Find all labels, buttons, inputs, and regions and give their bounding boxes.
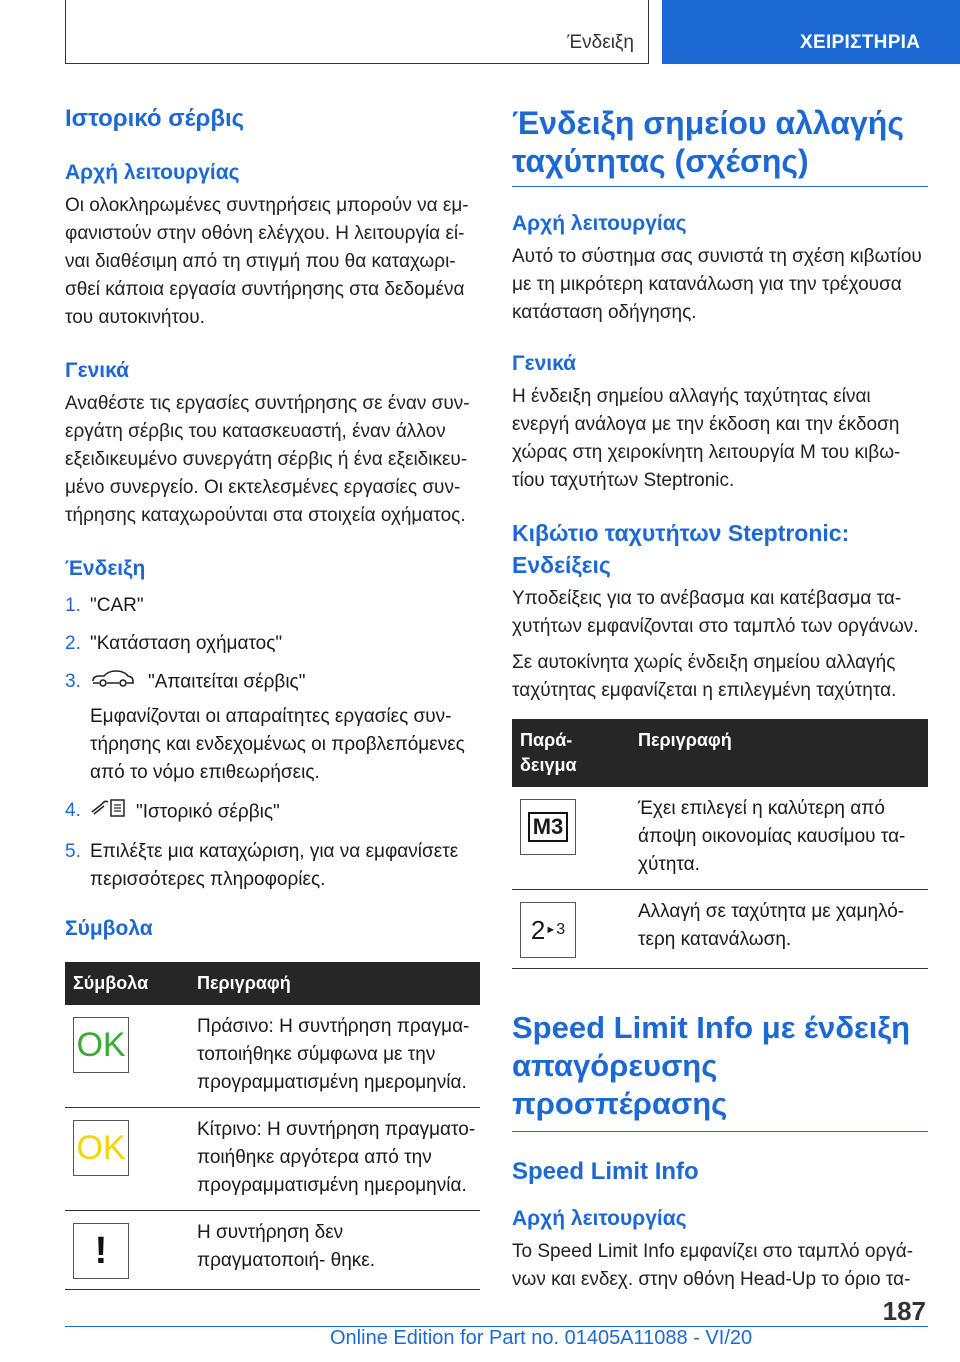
table-cell: Η συντήρηση δεν πραγματοποιή‐ θηκε. bbox=[189, 1211, 480, 1290]
gear-m3-icon: M3 bbox=[520, 799, 576, 855]
table-cell: Αλλαγή σε ταχύτητα με χαμηλό‐ τερη κατανάλωση. bbox=[630, 890, 928, 969]
right-s3-text1: Υποδείξεις για το ανέβασμα και κατέβασμα τα‐ χυτήτων εμφανίζονται στο ταμπλό των οργάνων. bbox=[512, 588, 919, 637]
right-s1-text: Αυτό το σύστημα σας συνιστά τη σχέση κιβωτίου με τη μικρότερη κατανάλωση για την τρέχουσα κατάσταση οδήγησης. bbox=[512, 246, 922, 323]
list-item bbox=[65, 668, 480, 787]
step-subtext: Εμφανίζονται οι απαραίτητες εργασίες συν‐ τήρησης και ενδεχομένως οι προβλεπόμενες από το νόμο επιθεωρήσεις. bbox=[90, 706, 465, 783]
right-s2-heading: Γενικά bbox=[512, 352, 577, 375]
left-s2-text: Αναθέστε τις εργασίες συντήρησης σε έναν συν‐ εργάτη σέρβις του κατασκευαστή, έναν άλλον εξειδικευμένο συνεργάτη σέρβις ή ένα εξειδικευ‐ μένο συνεργείο. Οι εκτελεσμένες εργασίες συν‐ τήρησης καταχωρούνται στα στοιχεία οχήματος. bbox=[65, 393, 470, 526]
ok-green-icon: OK bbox=[73, 1017, 129, 1073]
left-title: Ιστορικό σέρβις bbox=[65, 105, 245, 132]
table-row bbox=[65, 1211, 480, 1290]
right-s5-text: Το Speed Limit Info εμφανίζει στο ταμπλό οργά‐ νων και ενδεχ. στην οθόνη Head-Up το όριο τα‐ bbox=[512, 1241, 914, 1290]
title2-rule bbox=[512, 1131, 928, 1132]
table-cell: Έχει επιλεγεί η καλύτερη από άποψη οικονομίας καυσίμου τα‐ χύτητα. bbox=[630, 787, 928, 890]
step-number: 2. bbox=[65, 633, 81, 654]
list-item bbox=[65, 630, 480, 658]
table-cell bbox=[512, 787, 630, 890]
table-cell: Κίτρινο: Η συντήρηση πραγματο‐ ποιήθηκε αργότερα από την προγραμματισμένη ημερομηνία. bbox=[189, 1108, 480, 1211]
table-cell bbox=[512, 890, 630, 969]
table-row bbox=[65, 1005, 480, 1108]
step-number: 3. bbox=[65, 671, 81, 692]
step-text: "Κατάσταση οχήματος" bbox=[90, 633, 283, 654]
right-s3-heading: Κιβώτιο ταχυτήτων Steptronic: Ενδείξεις bbox=[512, 520, 850, 578]
header-section-label: Ένδειξη bbox=[567, 32, 634, 53]
page-header bbox=[0, 0, 960, 66]
right-s1-heading: Αρχή λειτουργίας bbox=[512, 212, 687, 235]
symbols-table bbox=[65, 962, 480, 1290]
table-header-row bbox=[512, 719, 928, 787]
table-row bbox=[65, 1108, 480, 1211]
right-title: Ένδειξη σημείου αλλαγής ταχύτητας (σχέσης) bbox=[512, 105, 904, 179]
step-text: "Ιστορικό σέρβις" bbox=[136, 801, 280, 823]
table-cell bbox=[65, 1108, 189, 1211]
step-number: 5. bbox=[65, 841, 81, 862]
right-s5-heading: Αρχή λειτουργίας bbox=[512, 1207, 687, 1230]
left-s4-heading: Σύμβολα bbox=[65, 917, 153, 940]
table-cell: Πράσινο: Η συντήρηση πραγμα‐ τοποιήθηκε σύμφωνα με την προγραμματισμένη ημερομηνία. bbox=[189, 1005, 480, 1108]
gear-shift-icon: 2 ► 3 bbox=[520, 902, 576, 958]
step-text: Επιλέξτε μια καταχώριση, για να εμφανίσετε περισσότερες πληροφορίες. bbox=[90, 841, 459, 890]
table-row bbox=[512, 890, 928, 969]
step-text: "Απαιτείται σέρβις" bbox=[148, 671, 306, 693]
list-item bbox=[65, 838, 480, 894]
left-s1-text: Οι ολοκληρωμένες συντηρήσεις μπορούν να εμ‐ φανιστούν στην οθόνη ελέγχου. Η λειτουργία εί‐ ναι διαθέσιμη από τη στιγμή που θα καταχωρι‐ σθεί κάποια εργασία συντήρησης στα δεδομένα του αυτοκινήτου. bbox=[65, 195, 469, 328]
title-rule bbox=[512, 186, 928, 187]
gear-table bbox=[512, 719, 928, 969]
right-s4-heading: Speed Limit Info bbox=[512, 1158, 699, 1185]
right-column bbox=[512, 104, 928, 1294]
ok-yellow-icon: OK bbox=[73, 1120, 129, 1176]
right-title2: Speed Limit Info με ένδειξη απαγόρευσης προσπέρασης bbox=[512, 1010, 911, 1121]
table-header-row bbox=[65, 962, 480, 1005]
left-s3-heading: Ένδειξη bbox=[65, 557, 146, 580]
list-item bbox=[65, 592, 480, 620]
header-section-tab bbox=[65, 0, 649, 64]
table-header-cell: Περιγραφή bbox=[189, 962, 480, 1005]
steps-list bbox=[65, 592, 480, 894]
arrow-right-icon: ► bbox=[545, 924, 557, 936]
header-chapter-tab bbox=[662, 0, 960, 64]
step-text: "CAR" bbox=[90, 595, 144, 616]
left-s1-heading: Αρχή λειτουργίας bbox=[65, 161, 240, 184]
right-s3-text2: Σε αυτοκίνητα χωρίς ένδειξη σημείου αλλαγής ταχύτητας εμφανίζεται η επιλεγμένη ταχύτητα. bbox=[512, 652, 897, 701]
table-header-cell: Περιγραφή bbox=[630, 719, 928, 787]
footer-edition: Online Edition for Part no. 01405A11088 - VI/20 bbox=[330, 1327, 753, 1349]
left-s2-heading: Γενικά bbox=[65, 359, 130, 382]
list-item bbox=[65, 797, 480, 828]
service-history-icon bbox=[90, 797, 126, 828]
table-row bbox=[512, 787, 928, 890]
step-number: 1. bbox=[65, 595, 81, 616]
left-column bbox=[65, 104, 480, 1290]
table-header-cell: Σύμβολα bbox=[65, 962, 189, 1005]
step-number: 4. bbox=[65, 800, 81, 821]
header-chapter-label: ΧΕΙΡΙΣΤΗΡΙΑ bbox=[800, 32, 921, 53]
page-number: 187 bbox=[882, 1296, 926, 1326]
car-service-icon bbox=[90, 668, 136, 697]
table-header-cell: Παρά‐ δειγμα bbox=[512, 719, 630, 787]
right-s2-text: Η ένδειξη σημείου αλλαγής ταχύτητας είναι ενεργή ανάλογα με την έκδοση και την έκδοση χώρας στη χειροκίνητη λειτουργία M του κιβω‐ τίου ταχυτήτων Steptronic. bbox=[512, 386, 901, 491]
exclamation-icon: ! bbox=[73, 1223, 129, 1279]
table-cell bbox=[65, 1211, 189, 1290]
table-cell bbox=[65, 1005, 189, 1108]
